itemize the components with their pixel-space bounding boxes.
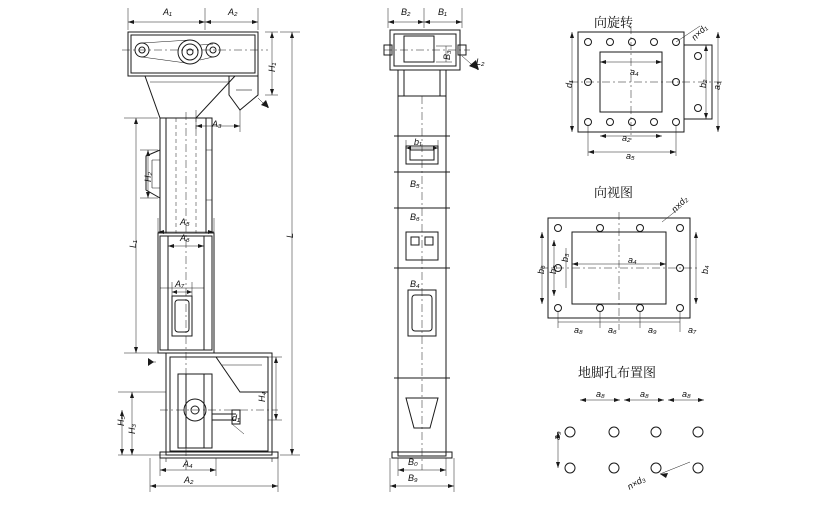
dim-a5-rot: a₅ — [626, 151, 635, 161]
dim-A1: A₁ — [163, 7, 172, 17]
note-holes-rot: n×d₁ — [689, 22, 710, 43]
note-holes-foot: n×d₃ — [625, 473, 647, 492]
front-view — [118, 8, 300, 492]
dim-H2: H₂ — [143, 172, 153, 182]
side-view — [384, 8, 479, 492]
dim-a4-rot: a₄ — [630, 67, 639, 77]
dim-A4: A₄ — [183, 459, 193, 469]
dim-a4-arrow: a₄ — [628, 255, 637, 265]
dim-A3: A₃ — [212, 119, 222, 129]
dim-b4-arrow: b₄ — [700, 265, 710, 274]
arrow-view — [540, 206, 700, 332]
dim-a9-arrow: a₉ — [648, 325, 657, 335]
dim-a9-foot: a₉ — [552, 431, 562, 440]
dim-B5: B₅ — [410, 179, 420, 189]
dim-L2: L₂ — [476, 57, 485, 67]
dim-a2-rot: a₂ — [622, 133, 631, 143]
dim-a7-arrow: a₇ — [688, 325, 697, 335]
dim-A6: A₆ — [180, 233, 190, 243]
dim-b6-arrow: b₆ — [536, 265, 546, 274]
dim-a3-rot: a₃ — [712, 81, 722, 90]
dim-b3-arrow: b₃ — [560, 253, 570, 262]
top-view-rotation — [570, 26, 722, 156]
dim-H1: H₁ — [267, 62, 277, 72]
dim-a8-arrow: a₈ — [574, 325, 583, 335]
dim-d1-rot: d₁ — [564, 80, 574, 88]
foot-hole-layout — [556, 398, 704, 478]
dim-H3: H₃ — [127, 423, 137, 434]
dim-B4: B₄ — [410, 279, 420, 289]
dim-A5: A₅ — [180, 217, 190, 227]
label-rotation: 向旋转 — [594, 16, 634, 31]
dim-B1: B₁ — [438, 7, 447, 17]
dim-a8-foot-2: a₈ — [640, 389, 649, 399]
dim-d1-front: d₁ — [232, 413, 240, 423]
dim-L1: L₁ — [128, 240, 138, 248]
dim-A2-bottom: A₂ — [184, 475, 194, 485]
dim-b2-rot: b₂ — [698, 79, 708, 88]
label-foot-hole: 地脚孔布置图 — [578, 366, 657, 381]
dim-a6-arrow: a₆ — [608, 325, 617, 335]
dim-H5: H₅ — [116, 415, 126, 426]
dim-B6: B₆ — [410, 212, 420, 222]
dim-B3: B₃ — [442, 50, 452, 60]
dim-B0: B₀ — [408, 457, 418, 467]
dim-B9: B₉ — [408, 473, 418, 483]
dim-b5-arrow: b₅ — [548, 265, 558, 274]
dim-L: L — [285, 232, 295, 238]
label-arrow-view: 向视图 — [594, 186, 634, 201]
dim-A2-top: A₂ — [228, 7, 238, 17]
dim-b1: b₁ — [414, 137, 422, 147]
note-holes-arrow: n×d₂ — [669, 194, 690, 215]
dim-H4: H₄ — [257, 391, 267, 402]
dim-a8-foot-3: a₈ — [682, 389, 691, 399]
dim-A7: A₇ — [175, 279, 185, 289]
dim-a8-foot-1: a₈ — [596, 389, 605, 399]
dim-B2: B₂ — [401, 7, 411, 17]
